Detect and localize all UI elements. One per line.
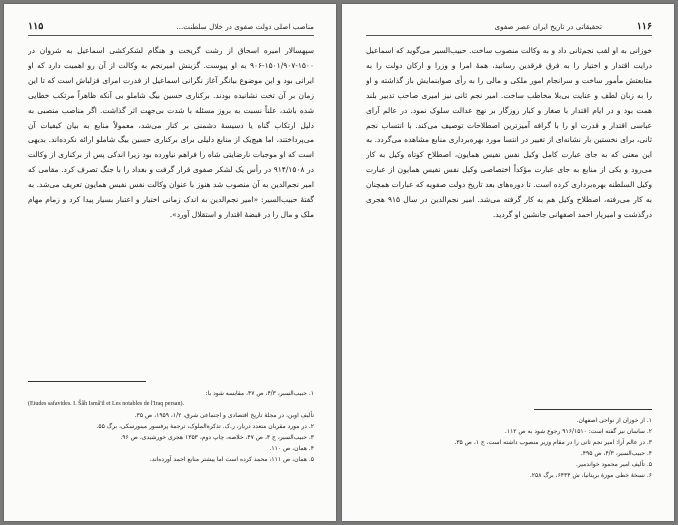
left-running-title: مناصب اصلی دولت صفوی در خلال سلطنت... [176,22,314,31]
footnote: ۱. حبیب‌السیر، ۴/۳، ص ۴۷، مقایسه شود با: [205,390,314,397]
left-page [4,4,336,521]
left-page-number: ۱۱۵ [28,21,44,32]
left-footnote-separator [28,381,146,382]
footnote: ۲. ساسان نیز گفته است: ۹۱۶/۱۵۱۰ رجوع شود به ص ۱۱۲. [504,428,652,435]
right-body-text [366,44,652,400]
left-body-text [28,44,314,370]
right-paragraph: خوزانی به او لقب نجم‌ثانی داد و به وکالت منصوب ساخت. حبیب‌السیر می‌گوید که اسماعیل درایت اقتدار و اختیار را به فرق فرقدین رسانید، همهٔ امرا و وزرا و ارکان دولت را به متابعتش مأمور ساخت و سرانجام امور ملکی و مالی را به رأی صوابنمایش باز گذاشته و او را به زبان لطف و عنایت بی‌بلا مخاطب ساخت. امیر نجم ثانی نیز امیری صاحب تدبیر بلند همت بود و در ایام اقتدار با صغار و کبار روزگار بر نهج عدالت سلوک نمود. در عالم آرای عباسی اقتدار و قدرت او را با گرافه آمیزترین اصطلاحات توصیف می‌کند. با انتساب نجم ثانی، برای نخستین بار نشانه‌ای از تغییر در انتسا مورد بهره‌برداری منابع مشاهده می‌گردد. به این معنی که به جای عبارت کامل وکیل نفس نفیس همایون، اصطلاح کوتاه وکیل به کار می‌رود و یکی از منابع به جای عبارت مؤکداً اختصاصی وکیل نفس نفیس همایون از عبارت وکیل السلطنه بهره‌برداری کرده است. تا دوره‌های بعد تاریخ دولت صفویه که عبارات همچنان به کار می‌رفته، اصطلاح وکیل هم به کار گرفته می‌شد. امیر نجم‌الدین در سال ۹۱۵ هجری درگذشت و امیریار احمد اصفهانی جانشین او گردید. [366,46,652,219]
footnote: ۴. همان، ص ۱۱۰. [269,445,314,452]
left-page-header [28,21,314,36]
footnote: ۱. از خوزان از نواحی اصفهان. [576,417,652,424]
footnote: ۲. در مورد مقربان متعدد دربار، ر.ک. تذکرةالملوک، ترجمهٔ پرفسور مینورسکی، برگ ۵۵. [96,423,314,430]
right-footnotes [366,415,652,485]
right-page-header [366,21,652,36]
right-page-number: ۱۱۶ [636,21,652,32]
footnote: (Etudes safavides. I. Šâh Ismâ'il et Les notables de l'Iraq persan). [28,401,184,407]
right-running-title: تحقیقاتی در تاریخ ایران عصر صفوی [494,22,602,31]
footnote: ۴. حبیب‌السیر، ۴/۳، ص ۴۹۵. [580,450,652,457]
left-paragraph: سپهسالار امیره اسحاق از رشت گریخت و هنگام لشکرکشی اسماعیل به شروان در ۱۵۰۰-۱۵۰۱/۹۰۷-۹۰۶ به او پیوست. گزینش امیرنجم به وکالت از آن رو اهمیت دارد که او ایرانی بود و این موضوع بیانگر آغاز نگرانی اسماعیل از قدرت امرای قزلباش است که تا این زمان بر آن تخت نشانیده بودند. برکناری حسین بیگ شاملو بی آنکه ظاهراً مرتکب خطایی شده باشد، علناً نسبت به بروز مسئله با شدت بی‌جهت اثر گذاشت. اگر مناصب منصبی به دلیل ارتکاب گناه یا دسیسهٔ دشمنی بر کنار می‌شد، معمولاً منابع به بیان کیفیات آن می‌پرداختند، اما هیچ‌یک از منابع دلیلی برای برکناری حسین بیگ شاملو ارائه نکرده‌اند. بدیهی است که او موجبات نارضایتی شاه را فراهم نیاورده بود زیرا اندکی پس از برکناری از وکالت در ۹۱۴/۱۵۰۸ در رأس یک لشکر صفوی قرار گرفت و بغداد را با جنگ تصرف کرد. مقامی که امیر نجم‌الدین به آن منصوب شد هنوز با عنوان وکالت نفس نفیس همایون تعریف می‌شد. به گفتهٔ حبیب‌السیر: «امیر نجم‌الدین به اندک زمانی اختیار و اعتبار بسیار پیدا کرد و زمام مهام ملک و مال را در قبضهٔ اقتدار و استقلال آورد». [28,46,314,219]
footnote: ۵. تألیف امیر محمود خواندمیر. [576,461,652,468]
left-footnotes [28,388,314,498]
footnote: ۵. همان، ص ۱۱۱، محمد کرده است اما پیشتر منابع احمد آورده‌اند. [149,456,314,463]
footnote: ۶. نسخهٔ خطی موزهٔ بریتانیا، ش ۶۴۳۴، برگ ۲۵۸. [529,472,652,479]
footnote: ۳. حبیب‌السیر، ج ۴، ص ۴۷، خلاصه، چاپ دوم، ۱۳۵۳ هجری خورشیدی، ص ۹۶. [120,434,314,441]
footnote: تألیف اوبن، در مجلهٔ تاریخ اقتصادی و اجتماعی شرق، ۱/۲، ۱۹۵۹، ص ۳۵. [134,412,314,419]
right-footnote-separator [534,409,652,410]
right-page [342,4,674,521]
footnote: ۳. در عالم آرا: امیر نجم ثانی را در مقام وزیر منصوب داشته است، ج ۱، ص ۳۵. [454,439,652,446]
